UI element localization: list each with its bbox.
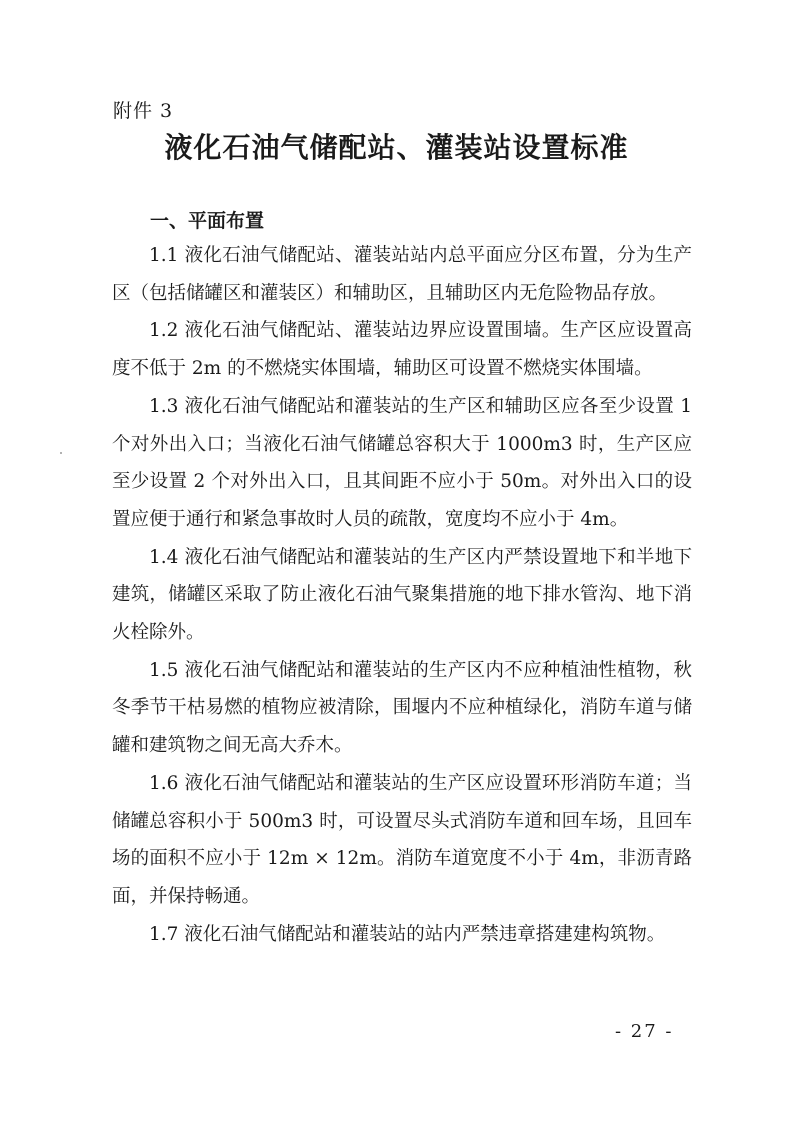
paragraph-1-2: 1.2 液化石油气储配站、灌装站边界应设置围墙。生产区应设置高度不低于 2m 的不燃烧实体围墙，辅助区可设置不燃烧实体围墙。 [112,320,692,380]
page-number: - 27 - [615,1021,674,1042]
section-body [112,237,692,953]
paragraph-1-6: 1.6 液化石油气储配站和灌装站的生产区应设置环形消防车道；当储罐总容积小于 500m3 时，可设置尽头式消防车道和回车场，且回车场的面积不应小于 12m × 12m。消防车道宽度不小于 4m，非沥青路面，并保持畅通。 [112,772,692,907]
paragraph-1-1: 1.1 液化石油气储配站、灌装站站内总平面应分区布置，分为生产区（包括储罐区和灌装区）和辅助区，且辅助区内无危险物品存放。 [112,245,692,304]
section-heading: 一、平面布置 [150,210,265,232]
scan-speck [60,452,62,454]
attachment-label: 附件 3 [113,100,174,122]
paragraph-1-7: 1.7 液化石油气储配站和灌装站的站内严禁违章搭建建构筑物。 [149,923,666,945]
paragraph-1-3: 1.3 液化石油气储配站和灌装站的生产区和辅助区应各至少设置 1 个对外出入口；当液化石油气储罐总容积大于 1000m3 时，生产区应至少设置 2 个对外出入口，且其间距不应小于 50m。对外出入口的设置应便于通行和紧急事故时人员的疏散，宽度均不应小于 4m。 [112,395,692,530]
paragraph-1-5: 1.5 液化石油气储配站和灌装站的生产区内不应种植油性植物，秋冬季节干枯易燃的植物应被清除，围堰内不应种植绿化，消防车道与储罐和建筑物之间无高大乔木。 [112,659,692,757]
document-title: 液化石油气储配站、灌装站设置标准 [164,131,629,164]
paragraph-1-4: 1.4 液化石油气储配站和灌装站的生产区内严禁设置地下和半地下建筑，储罐区采取了防止液化石油气聚集措施的地下排水管沟、地下消火栓除外。 [112,546,692,644]
